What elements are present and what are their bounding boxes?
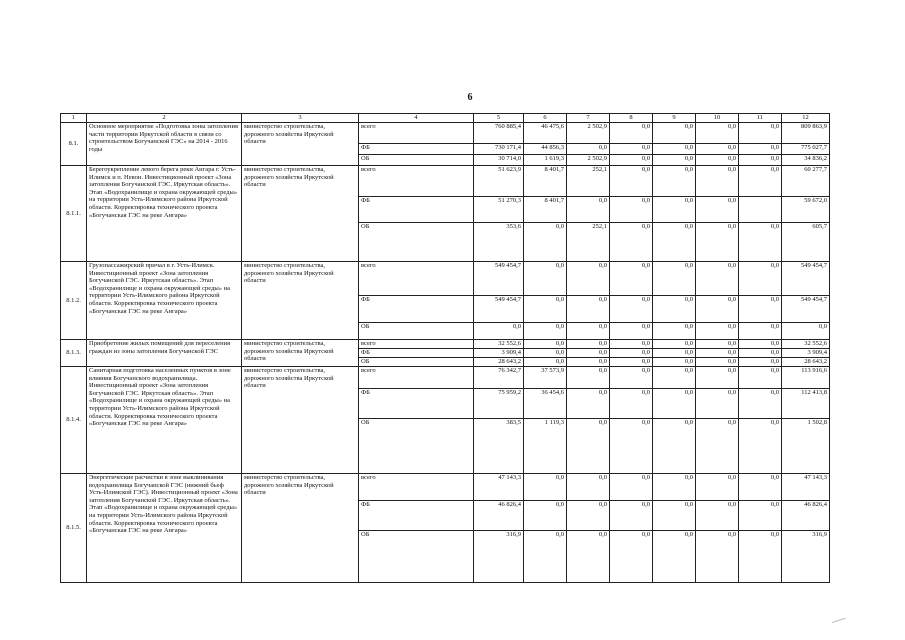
amount-cell: 3 909,4 [782, 349, 830, 358]
amount-cell: 0,0 [610, 155, 653, 166]
amount-cell: 0,0 [739, 340, 782, 349]
column-header: 3 [242, 114, 359, 123]
column-header: 8 [610, 114, 653, 123]
amount-cell: 549 454,7 [782, 296, 830, 323]
amount-cell: 47 143,3 [782, 474, 830, 501]
amount-cell: 0,0 [524, 349, 567, 358]
column-header: 6 [524, 114, 567, 123]
amount-cell: 51 623,9 [474, 166, 524, 197]
amount-cell: 44 856,3 [524, 144, 567, 155]
amount-cell: 0,0 [696, 531, 739, 583]
item-number: 8.1.3. [61, 340, 87, 367]
amount-cell: 59 672,0 [782, 197, 830, 223]
amount-cell: 0,0 [610, 349, 653, 358]
funding-source: всего [359, 123, 474, 144]
amount-cell: 0,0 [524, 358, 567, 367]
amount-cell: 316,9 [782, 531, 830, 583]
amount-cell: 0,0 [524, 340, 567, 349]
amount-cell: 0,0 [696, 389, 739, 419]
amount-cell: 0,0 [567, 340, 610, 349]
responsible-executor: министерство строительства, дорожного хозяйства Иркутской области [242, 474, 359, 583]
amount-cell: 0,0 [653, 144, 696, 155]
responsible-executor: министерство строительства, дорожного хозяйства Иркутской области [242, 166, 359, 262]
funding-source: ОБ [359, 419, 474, 474]
amount-cell: 0,0 [653, 389, 696, 419]
amount-cell: 0,0 [696, 358, 739, 367]
amount-cell: 0,0 [696, 166, 739, 197]
funding-source: ФБ [359, 197, 474, 223]
amount-cell: 51 270,3 [474, 197, 524, 223]
amount-cell: 0,0 [567, 197, 610, 223]
column-header: 10 [696, 114, 739, 123]
amount-cell: 0,0 [739, 389, 782, 419]
amount-cell: 353,6 [474, 223, 524, 262]
amount-cell: 0,0 [653, 474, 696, 501]
amount-cell: 0,0 [567, 501, 610, 531]
funding-source: ФБ [359, 501, 474, 531]
responsible-executor: министерство строительства, дорожного хозяйства Иркутской области [242, 262, 359, 340]
amount-cell: 3 909,4 [474, 349, 524, 358]
amount-cell: 0,0 [610, 296, 653, 323]
item-number: 8.1.5. [61, 474, 87, 583]
amount-cell: 0,0 [567, 144, 610, 155]
amount-cell: 32 552,6 [782, 340, 830, 349]
amount-cell: 0,0 [739, 474, 782, 501]
funding-source: ОБ [359, 323, 474, 340]
amount-cell: 0,0 [653, 296, 696, 323]
responsible-executor: министерство строительства, дорожного хозяйства Иркутской области [242, 367, 359, 474]
column-header: 11 [739, 114, 782, 123]
amount-cell: 8 401,7 [524, 166, 567, 197]
budget-table [60, 113, 830, 583]
amount-cell: 2 502,9 [567, 155, 610, 166]
item-number: 8.1.2. [61, 262, 87, 340]
amount-cell: 0,0 [696, 155, 739, 166]
item-description: Энергетические расчистки в зоне выклинивания водохранилища Богучанской ГЭС (нижний бьеф Усть-Илимской ГЭС). Инвестиционный проект «Зона затопления Богучанской ГЭС. Иркутская область». Этап «Водохранилище и охрана окружающей среды» на территории Усть-Илимского района Иркутской области. Корректировка технического проекта «Богучанская ГЭС на реке Ангара» [87, 474, 242, 583]
amount-cell: 0,0 [739, 501, 782, 531]
item-description: Берегоукрепление левого берега реки Ангара г. Усть-Илимск и п. Невон. Инвестиционный проект «Зона затопления Богучанской ГЭС. Иркутская область». Этап «Водохранилище и охрана окружающей среды» на территории Усть-Илимского района Иркутской области. Корректировка технического проекта «Богучанская ГЭС на реке Ангара» [87, 166, 242, 262]
amount-cell: 46 826,4 [782, 501, 830, 531]
amount-cell: 0,0 [696, 474, 739, 501]
amount-cell: 0,0 [610, 501, 653, 531]
table-row [61, 474, 830, 501]
amount-cell: 0,0 [739, 531, 782, 583]
amount-cell: 0,0 [610, 531, 653, 583]
table-row [61, 262, 830, 296]
column-header: 12 [782, 114, 830, 123]
amount-cell: 730 171,4 [474, 144, 524, 155]
amount-cell: 0,0 [567, 531, 610, 583]
amount-cell: 0,0 [739, 296, 782, 323]
table-row [61, 123, 830, 144]
amount-cell: 28 643,2 [474, 358, 524, 367]
amount-cell: 0,0 [610, 474, 653, 501]
amount-cell: 0,0 [610, 340, 653, 349]
funding-source: ФБ [359, 296, 474, 323]
amount-cell: 0,0 [653, 262, 696, 296]
funding-source: всего [359, 367, 474, 389]
item-description: Основное мероприятие «Подготовка зоны затопления части территории Иркутской области в связи со строительством Богучанской ГЭС» на 2014 - 2016 годы [87, 123, 242, 166]
responsible-executor: министерство строительства, дорожного хозяйства Иркутской области [242, 340, 359, 367]
amount-cell: 0,0 [610, 144, 653, 155]
amount-cell: 549 454,7 [474, 296, 524, 323]
item-number: 8.1. [61, 123, 87, 166]
amount-cell: 28 643,2 [782, 358, 830, 367]
amount-cell: 0,0 [567, 389, 610, 419]
funding-source: ОБ [359, 223, 474, 262]
amount-cell: 0,0 [739, 367, 782, 389]
amount-cell: 0,0 [524, 531, 567, 583]
header-row [61, 114, 830, 123]
amount-cell: 0,0 [696, 262, 739, 296]
amount-cell: 0,0 [696, 419, 739, 474]
amount-cell: 1 119,3 [524, 419, 567, 474]
amount-cell: 47 143,3 [474, 474, 524, 501]
funding-source: ФБ [359, 349, 474, 358]
amount-cell: 0,0 [696, 296, 739, 323]
item-description: Грузопассажирский причал в г. Усть-Илимск. Инвестиционный проект «Зона затопления Богучанской ГЭС. Иркутская область». Этап «Водохранилище и охрана окружающей среды» на территории Усть-Илимского района Иркутской области. Корректировка технического проекта «Богучанская ГЭС на реке Ангара» [87, 262, 242, 340]
amount-cell: 0,0 [567, 296, 610, 323]
amount-cell: 0,0 [610, 123, 653, 144]
amount-cell: 112 413,8 [782, 389, 830, 419]
amount-cell: 46 826,4 [474, 501, 524, 531]
amount-cell: 0,0 [739, 262, 782, 296]
amount-cell: 0,0 [610, 367, 653, 389]
amount-cell: 0,0 [567, 367, 610, 389]
amount-cell: 316,9 [474, 531, 524, 583]
amount-cell: 383,5 [474, 419, 524, 474]
amount-cell: 0,0 [567, 474, 610, 501]
amount-cell: 0,0 [739, 323, 782, 340]
funding-source: всего [359, 166, 474, 197]
amount-cell: 37 573,9 [524, 367, 567, 389]
amount-cell: 36 454,6 [524, 389, 567, 419]
amount-cell: 549 454,7 [782, 262, 830, 296]
amount-cell: 0,0 [610, 166, 653, 197]
amount-cell: 549 454,7 [474, 262, 524, 296]
item-description: Приобретение жилых помещений для переселения граждан из зоны затопления Богучанской ГЭС [87, 340, 242, 367]
amount-cell: 34 836,2 [782, 155, 830, 166]
amount-cell: 0,0 [474, 323, 524, 340]
amount-cell: 0,0 [739, 155, 782, 166]
amount-cell: 0,0 [696, 144, 739, 155]
amount-cell: 0,0 [567, 358, 610, 367]
amount-cell: 30 714,0 [474, 155, 524, 166]
amount-cell: 0,0 [696, 223, 739, 262]
amount-cell: 1 502,8 [782, 419, 830, 474]
amount-cell: 0,0 [610, 223, 653, 262]
funding-source: ОБ [359, 358, 474, 367]
amount-cell: 809 863,9 [782, 123, 830, 144]
amount-cell: 0,0 [739, 358, 782, 367]
amount-cell: 0,0 [524, 296, 567, 323]
amount-cell: 252,1 [567, 223, 610, 262]
amount-cell: 32 552,6 [474, 340, 524, 349]
amount-cell: 0,0 [696, 340, 739, 349]
table-row [61, 367, 830, 389]
amount-cell: 113 916,6 [782, 367, 830, 389]
amount-cell: 76 342,7 [474, 367, 524, 389]
amount-cell [739, 197, 782, 223]
amount-cell: 0,0 [524, 223, 567, 262]
amount-cell: 0,0 [739, 349, 782, 358]
amount-cell: 0,0 [653, 197, 696, 223]
scan-mark [831, 614, 846, 623]
amount-cell: 0,0 [610, 358, 653, 367]
amount-cell: 0,0 [653, 367, 696, 389]
item-description: Санитарная подготовка населенных пунктов в зоне влияния Богучанского водохранилища. Инвестиционный проект «Зона затопления Богучанской ГЭС. Иркутская область». Этап «Водохранилище и охрана окружающей среды» на территории Усть-Илимского района Иркутской области. Корректировка технического проекта «Богучанская ГЭС на реке Ангара» [87, 367, 242, 474]
column-header: 2 [87, 114, 242, 123]
amount-cell: 0,0 [782, 323, 830, 340]
amount-cell: 0,0 [739, 223, 782, 262]
amount-cell: 605,7 [782, 223, 830, 262]
amount-cell: 0,0 [653, 223, 696, 262]
column-header: 9 [653, 114, 696, 123]
amount-cell: 0,0 [739, 419, 782, 474]
amount-cell: 75 959,2 [474, 389, 524, 419]
amount-cell: 0,0 [696, 323, 739, 340]
amount-cell: 0,0 [524, 262, 567, 296]
amount-cell: 0,0 [567, 349, 610, 358]
item-number: 8.1.1. [61, 166, 87, 262]
amount-cell: 252,1 [567, 166, 610, 197]
amount-cell: 0,0 [567, 419, 610, 474]
amount-cell: 0,0 [696, 123, 739, 144]
amount-cell: 0,0 [567, 323, 610, 340]
amount-cell: 0,0 [610, 389, 653, 419]
amount-cell: 8 401,7 [524, 197, 567, 223]
amount-cell: 0,0 [739, 123, 782, 144]
funding-source: ОБ [359, 155, 474, 166]
column-header: 4 [359, 114, 474, 123]
amount-cell: 0,0 [653, 349, 696, 358]
column-header: 7 [567, 114, 610, 123]
amount-cell: 0,0 [610, 197, 653, 223]
amount-cell: 0,0 [653, 155, 696, 166]
amount-cell: 0,0 [739, 144, 782, 155]
amount-cell: 0,0 [610, 262, 653, 296]
item-number: 8.1.4. [61, 367, 87, 474]
amount-cell: 2 502,9 [567, 123, 610, 144]
table-body [61, 114, 830, 583]
funding-source: ФБ [359, 389, 474, 419]
amount-cell: 0,0 [696, 349, 739, 358]
amount-cell: 0,0 [524, 474, 567, 501]
amount-cell: 0,0 [653, 419, 696, 474]
amount-cell: 0,0 [653, 166, 696, 197]
amount-cell: 0,0 [696, 197, 739, 223]
amount-cell: 0,0 [739, 166, 782, 197]
funding-source: всего [359, 340, 474, 349]
amount-cell: 0,0 [653, 323, 696, 340]
column-header: 1 [61, 114, 87, 123]
amount-cell: 0,0 [653, 501, 696, 531]
funding-source: всего [359, 474, 474, 501]
funding-source: ОБ [359, 531, 474, 583]
amount-cell: 0,0 [524, 501, 567, 531]
amount-cell: 0,0 [653, 340, 696, 349]
amount-cell: 0,0 [610, 323, 653, 340]
funding-source: всего [359, 262, 474, 296]
table-row [61, 340, 830, 349]
amount-cell: 0,0 [696, 501, 739, 531]
amount-cell: 0,0 [567, 262, 610, 296]
amount-cell: 0,0 [524, 323, 567, 340]
column-header: 5 [474, 114, 524, 123]
amount-cell: 760 885,4 [474, 123, 524, 144]
amount-cell: 0,0 [610, 419, 653, 474]
amount-cell: 46 475,6 [524, 123, 567, 144]
responsible-executor: министерство строительства, дорожного хозяйства Иркутской области [242, 123, 359, 166]
page-number: 6 [467, 92, 473, 103]
amount-cell: 0,0 [696, 367, 739, 389]
funding-source: ФБ [359, 144, 474, 155]
amount-cell: 775 027,7 [782, 144, 830, 155]
amount-cell: 60 277,7 [782, 166, 830, 197]
amount-cell: 0,0 [653, 358, 696, 367]
amount-cell: 0,0 [653, 123, 696, 144]
amount-cell: 1 619,3 [524, 155, 567, 166]
table-row [61, 166, 830, 197]
amount-cell: 0,0 [653, 531, 696, 583]
